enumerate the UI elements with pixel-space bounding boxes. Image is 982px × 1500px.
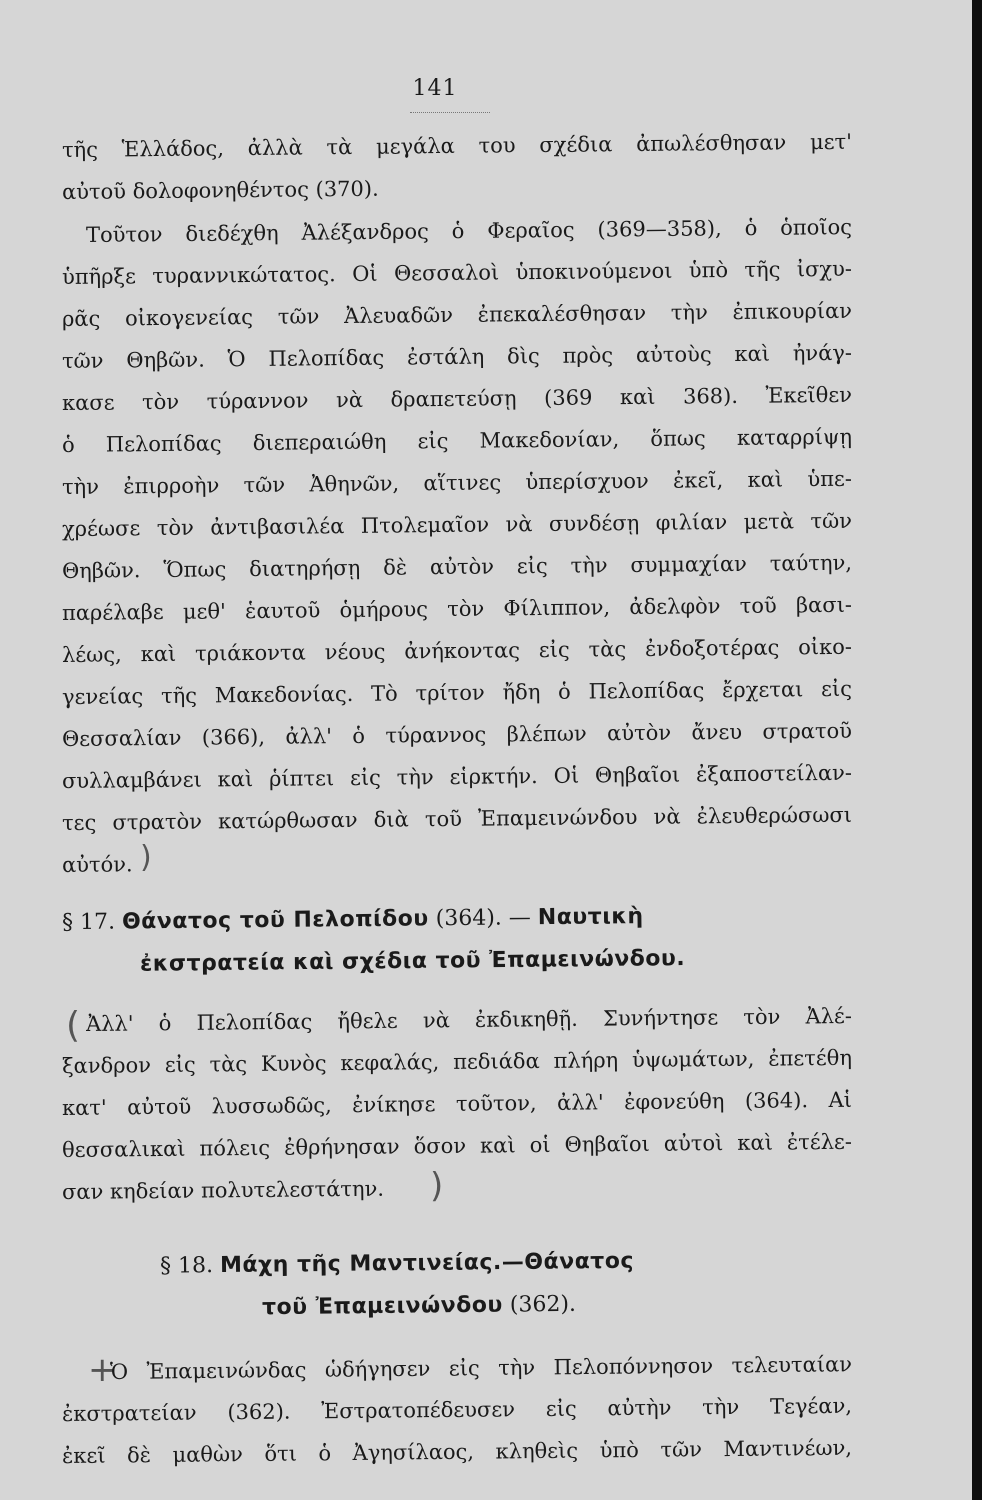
section-18-heading xyxy=(160,1246,860,1278)
text-line: Ἀλλ' ὁ Πελοπίδας ἤθελε νὰ ἐκδικηθῇ. Συνήντησε τὸν Ἀλέ- xyxy=(85,1003,853,1036)
text-line: κασε τὸν τύραννον νὰ δραπετεύσῃ (369 καὶ 368). Ἐκεῖθεν xyxy=(61,382,853,415)
text-line: γενείας τῆς Μακεδονίας. Τὸ τρίτον ἤδη ὁ Πελοπίδας ἔρχεται εἰς xyxy=(61,676,853,709)
text-line: αὐτόν. xyxy=(61,852,133,877)
text-line: ὑπῆρξε τυραννικώτατος. Οἱ Θεσσαλοὶ ὑποκινούμενοι ὑπὸ τῆς ἰσχυ- xyxy=(61,256,853,289)
section-title: τοῦ Ἐπαμεινώνδου xyxy=(261,1292,503,1321)
page-number-rule xyxy=(410,112,490,113)
text-line: Ὁ Ἐπαμεινώνδας ὡδήγησεν εἰς τὴν Πελοπόννησον τελευταίαν xyxy=(109,1352,853,1384)
text-line: συλλαμβάνει καὶ ῥίπτει εἰς τὴν εἱρκτήν. Οἱ Θηβαῖοι ἐξαποστείλαν- xyxy=(61,760,853,793)
section-number: § 18. xyxy=(159,1253,214,1279)
text-line: σαν κηδείαν πολυτελεστάτην. xyxy=(61,1176,385,1204)
text-line: ρᾶς οἰκογενείας τῶν Ἀλευαδῶν ἐπεκαλέσθησαν τὴν ἐπικουρίαν xyxy=(61,298,853,331)
section-18-heading-line-2 xyxy=(262,1289,862,1320)
pencil-bracket-mark: ) xyxy=(430,1166,444,1206)
text-line: παρέλαβε μεθ' ἑαυτοῦ ὁμήρους τὸν Φίλιππον, ἀδελφὸν τοῦ βασι- xyxy=(61,592,853,625)
page-number: 141 xyxy=(412,76,458,101)
text-line: Τοῦτον διεδέχθη Ἀλέξανδρος ὁ Φεραῖος (369—358), ὁ ὁποῖος xyxy=(85,214,853,247)
text-line: ξανδρον εἰς τὰς Κυνὸς κεφαλάς, πεδιάδα πλήρη ὑψωμάτων, ἐπετέθη xyxy=(61,1045,853,1078)
section-title: Θάνατος τοῦ Πελοπίδου xyxy=(121,906,429,935)
section-number: § 17. xyxy=(61,909,116,936)
section-title: ἐκστρατεία καὶ σχέδια τοῦ Ἐπαμεινώνδου. xyxy=(139,946,686,977)
section-17-heading xyxy=(62,902,852,935)
text-line: ὁ Πελοπίδας διεπεραιώθη εἰς Μακεδονίαν, ὅπως καταρρίψῃ xyxy=(61,424,853,457)
text-line: λέως, καὶ τριάκοντα νέους ἀνήκοντας εἰς τὰς ἐνδοξοτέρας οἰκο- xyxy=(61,634,853,667)
section-17-heading-line-2 xyxy=(140,944,860,977)
pencil-bracket-mark: ) xyxy=(140,840,152,875)
text-line: θεσσαλικαὶ πόλεις ἐθρήνησαν ὅσον καὶ οἱ Θηβαῖοι αὐτοὶ καὶ ἐτέλε- xyxy=(61,1129,853,1162)
text-line: ἐκεῖ δὲ μαθὼν ὅτι ὁ Ἀγησίλαος, κληθεὶς ὑπὸ τῶν Μαντινέων, xyxy=(61,1435,853,1468)
text-line: κατ' αὐτοῦ λυσσωδῶς, ἐνίκησε τοῦτον, ἀλλ' ἐφονεύθη (364). Αἱ xyxy=(61,1087,853,1120)
text-line: αὐτοῦ δολοφονηθέντος (370). xyxy=(61,176,379,204)
text-line: ἐκστρατείαν (362). Ἐστρατοπέδευσεν εἰς αὐτὴν τὴν Τεγέαν, xyxy=(61,1393,853,1426)
text-line: τῆς Ἑλλάδος, ἀλλὰ τὰ μεγάλα του σχέδια ἀπωλέσθησαν μετ' xyxy=(61,129,853,162)
page-edge xyxy=(972,0,982,1500)
section-date: (364). — xyxy=(435,905,531,932)
text-line: χρέωσε τὸν ἀντιβασιλέα Πτολεμαῖον νὰ συνδέσῃ φιλίαν μετὰ τῶν xyxy=(61,508,853,541)
text-line: Θεσσαλίαν (366), ἀλλ' ὁ τύραννος βλέπων αὐτὸν ἄνευ στρατοῦ xyxy=(61,718,853,751)
text-line: Θηβῶν. Ὅπως διατηρήσῃ δὲ αὐτὸν εἰς τὴν συμμαχίαν ταύτην, xyxy=(61,550,853,583)
pencil-cross-mark: + xyxy=(88,1350,117,1390)
pencil-bracket-mark: ( xyxy=(66,1005,81,1046)
text-line: τὴν ἐπιρροὴν τῶν Ἀθηνῶν, αἵτινες ὑπερίσχυον ἐκεῖ, καὶ ὑπε- xyxy=(61,466,853,499)
text-line: τες στρατὸν κατώρθωσαν διὰ τοῦ Ἐπαμεινώνδου νὰ ἐλευθερώσωσι xyxy=(61,802,853,835)
text-line: τῶν Θηβῶν. Ὁ Πελοπίδας ἐστάλη δὶς πρὸς αὐτοὺς καὶ ἠνάγ- xyxy=(61,340,853,373)
section-title: Ναυτικὴ xyxy=(537,904,644,931)
section-date: (362). xyxy=(509,1291,577,1318)
section-title: Μάχη τῆς Μαντινείας.—Θάνατος xyxy=(219,1248,635,1279)
